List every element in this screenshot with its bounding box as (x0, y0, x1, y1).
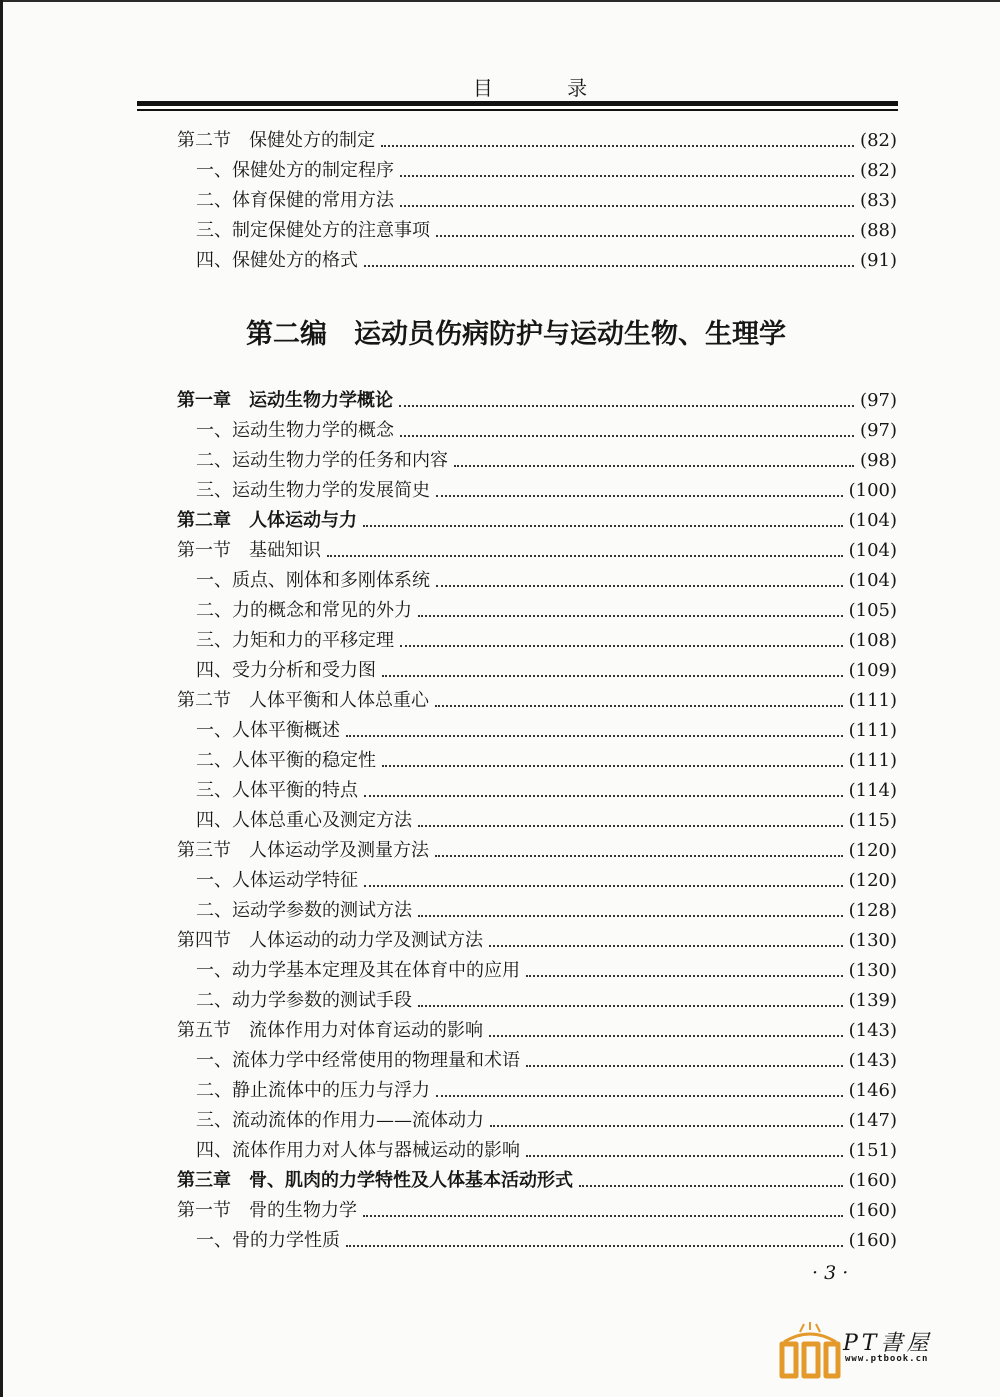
toc-entry-page: (130) (848, 930, 897, 951)
toc-chapter-entry[interactable] (177, 1168, 897, 1194)
toc-entry-label: 三、流动流体的作用力——流体动力 (196, 1110, 484, 1131)
toc-item-entry[interactable] (196, 218, 897, 244)
toc-entry-page: (88) (860, 220, 897, 241)
toc-entry-page: (98) (860, 450, 897, 471)
toc-entry-label: 二、动力学参数的测试手段 (196, 990, 412, 1011)
page-header-title: 目 录 (472, 76, 622, 100)
leader-dots (400, 645, 843, 647)
toc-entry-label: 三、人体平衡的特点 (196, 780, 358, 801)
toc-entry-page: (139) (848, 990, 897, 1011)
toc-section-entry[interactable] (177, 928, 897, 954)
toc-item-entry[interactable] (196, 418, 897, 444)
leader-dots (363, 525, 843, 527)
leader-dots (490, 1125, 843, 1127)
leader-dots (400, 435, 854, 437)
leader-dots (363, 1215, 843, 1217)
toc-chapter-entry[interactable] (177, 388, 897, 414)
leader-dots (579, 1185, 843, 1187)
toc-entry-page: (82) (860, 130, 897, 151)
toc-entry-label: 第五节 流体作用力对体育运动的影响 (177, 1020, 483, 1041)
toc-entry-label: 第二节 人体平衡和人体总重心 (177, 690, 429, 711)
toc-item-entry[interactable] (196, 808, 897, 834)
toc-item-entry[interactable] (196, 568, 897, 594)
leader-dots (364, 795, 843, 797)
toc-entry-page: (104) (848, 570, 897, 591)
leader-dots (418, 1005, 843, 1007)
toc-entry-label: 一、保健处方的制定程序 (196, 160, 394, 181)
toc-item-entry[interactable] (196, 868, 897, 894)
toc-entry-page: (97) (860, 420, 897, 441)
toc-entry-page: (83) (860, 190, 897, 211)
watermark-text: PT書屋 (843, 1331, 933, 1356)
leader-dots (346, 735, 843, 737)
leader-dots (418, 825, 843, 827)
toc-section-entry[interactable] (177, 688, 897, 714)
leader-dots (489, 1035, 843, 1037)
toc-entry-label: 第二节 保健处方的制定 (177, 130, 375, 151)
toc-entry-label: 四、保健处方的格式 (196, 250, 358, 271)
toc-entry-label: 二、力的概念和常见的外力 (196, 600, 412, 621)
toc-entry-page: (115) (848, 810, 897, 831)
toc-entry-page: (143) (848, 1020, 897, 1041)
leader-dots (381, 145, 854, 147)
toc-section-entry[interactable] (177, 128, 897, 154)
toc-entry-page: (151) (848, 1140, 897, 1161)
toc-entry-page: (160) (848, 1200, 897, 1221)
toc-entry-page: (111) (848, 720, 897, 741)
toc-entry-page: (111) (848, 750, 897, 771)
toc-entry-label: 一、人体运动学特征 (196, 870, 358, 891)
toc-section-entry[interactable] (177, 1198, 897, 1224)
leader-dots (399, 405, 854, 407)
toc-entry-page: (91) (860, 250, 897, 271)
toc-entry-label: 三、运动生物力学的发展简史 (196, 480, 430, 501)
toc-entry-label: 四、受力分析和受力图 (196, 660, 376, 681)
toc-entry-label: 第一节 骨的生物力学 (177, 1200, 357, 1221)
toc-entry-label: 一、骨的力学性质 (196, 1230, 340, 1251)
toc-section-entry[interactable] (177, 838, 897, 864)
leader-dots (436, 585, 843, 587)
leader-dots (436, 495, 843, 497)
toc-item-entry[interactable] (196, 598, 897, 624)
toc-entry-label: 三、力矩和力的平移定理 (196, 630, 394, 651)
toc-item-entry[interactable] (196, 188, 897, 214)
toc-entry-page: (114) (848, 780, 897, 801)
toc-item-entry[interactable] (196, 1048, 897, 1074)
toc-entry-page: (160) (848, 1170, 897, 1191)
toc-entry-label: 一、人体平衡概述 (196, 720, 340, 741)
toc-entry-page: (82) (860, 160, 897, 181)
leader-dots (400, 175, 854, 177)
toc-item-entry[interactable] (196, 748, 897, 774)
toc-entry-page: (120) (848, 870, 897, 891)
leader-dots (435, 705, 843, 707)
toc-section-entry[interactable] (177, 1018, 897, 1044)
toc-chapter-entry[interactable] (177, 508, 897, 534)
toc-entry-page: (104) (848, 510, 897, 531)
toc-entry-label: 第四节 人体运动的动力学及测试方法 (177, 930, 483, 951)
toc-entry-page: (130) (848, 960, 897, 981)
toc-entry-page: (97) (860, 390, 897, 411)
toc-item-entry[interactable] (196, 248, 897, 274)
toc-entry-page: (111) (848, 690, 897, 711)
leader-dots (526, 975, 843, 977)
toc-item-entry[interactable] (196, 1078, 897, 1104)
leader-dots (418, 915, 843, 917)
leader-dots (526, 1155, 843, 1157)
toc-entry-page: (143) (848, 1050, 897, 1071)
watermark-url: www.ptbook.cn (845, 1354, 929, 1364)
leader-dots (526, 1065, 843, 1067)
toc-entry-page: (108) (848, 630, 897, 651)
toc-entry-label: 二、运动生物力学的任务和内容 (196, 450, 448, 471)
toc-item-entry[interactable] (196, 778, 897, 804)
leader-dots (418, 615, 843, 617)
toc-item-entry[interactable] (196, 478, 897, 504)
toc-entry-label: 二、运动学参数的测试方法 (196, 900, 412, 921)
toc-item-entry[interactable] (196, 718, 897, 744)
leader-dots (435, 855, 843, 857)
toc-entry-label: 四、流体作用力对人体与器械运动的影响 (196, 1140, 520, 1161)
toc-entry-label: 第一章 运动生物力学概论 (177, 390, 393, 411)
leader-dots (327, 555, 843, 557)
toc-entry-label: 第三节 人体运动学及测量方法 (177, 840, 429, 861)
leader-dots (346, 1245, 843, 1247)
toc-entry-label: 二、人体平衡的稳定性 (196, 750, 376, 771)
leader-dots (454, 465, 854, 467)
leader-dots (364, 885, 843, 887)
toc-entry-page: (105) (848, 600, 897, 621)
leader-dots (382, 675, 843, 677)
toc-entry-label: 一、质点、刚体和多刚体系统 (196, 570, 430, 591)
toc-item-entry[interactable] (196, 1228, 897, 1254)
leader-dots (489, 945, 843, 947)
part-title: 第二编 运动员伤病防护与运动生物、生理学 (246, 319, 786, 350)
toc-entry-page: (100) (848, 480, 897, 501)
page-number: · 3 · (812, 1262, 849, 1284)
toc-entry-label: 一、运动生物力学的概念 (196, 420, 394, 441)
toc-item-entry[interactable] (196, 958, 897, 984)
toc-entry-label: 四、人体总重心及测定方法 (196, 810, 412, 831)
toc-entry-page: (160) (848, 1230, 897, 1251)
toc-entry-label: 第二章 人体运动与力 (177, 510, 357, 531)
toc-item-entry[interactable] (196, 898, 897, 924)
leader-dots (436, 235, 854, 237)
toc-entry-page: (120) (848, 840, 897, 861)
leader-dots (382, 765, 843, 767)
toc-item-entry[interactable] (196, 1108, 897, 1134)
leader-dots (436, 1095, 843, 1097)
toc-entry-page: (109) (848, 660, 897, 681)
toc-entry-label: 二、静止流体中的压力与浮力 (196, 1080, 430, 1101)
toc-entry-label: 二、体育保健的常用方法 (196, 190, 394, 211)
leader-dots (400, 205, 854, 207)
toc-item-entry[interactable] (196, 1138, 897, 1164)
toc-entry-label: 第一节 基础知识 (177, 540, 321, 561)
toc-entry-page: (104) (848, 540, 897, 561)
toc-item-entry[interactable] (196, 628, 897, 654)
toc-entry-page: (128) (848, 900, 897, 921)
toc-entry-page: (147) (848, 1110, 897, 1131)
leader-dots (364, 265, 854, 267)
toc-item-entry[interactable] (196, 448, 897, 474)
toc-entry-label: 一、动力学基本定理及其在体育中的应用 (196, 960, 520, 981)
toc-entry-page: (146) (848, 1080, 897, 1101)
toc-section-entry[interactable] (177, 538, 897, 564)
toc-item-entry[interactable] (196, 988, 897, 1014)
toc-item-entry[interactable] (196, 658, 897, 684)
toc-entry-label: 第三章 骨、肌肉的力学特性及人体基本活动形式 (177, 1170, 573, 1191)
toc-entry-label: 三、制定保健处方的注意事项 (196, 220, 430, 241)
toc-entry-label: 一、流体力学中经常使用的物理量和术语 (196, 1050, 520, 1071)
toc-item-entry[interactable] (196, 158, 897, 184)
